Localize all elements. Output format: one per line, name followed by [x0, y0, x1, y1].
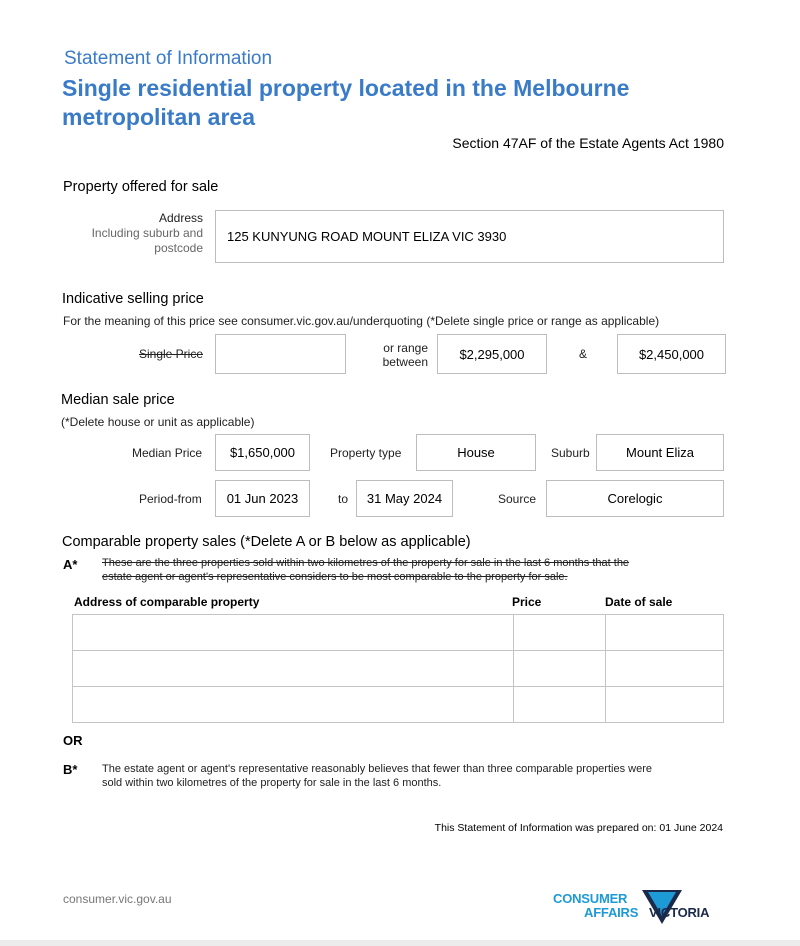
- address-value: 125 KUNYUNG ROAD MOUNT ELIZA VIC 3930: [227, 229, 507, 244]
- period-from-field[interactable]: [215, 480, 310, 517]
- option-a-text-line1: These are the three properties sold within two kilometres of the property for sale in the last 6 months that the: [102, 557, 630, 569]
- median-heading: Median sale price: [61, 392, 175, 408]
- comparable-date-cell[interactable]: [606, 651, 724, 687]
- comparable-address-cell[interactable]: [73, 651, 514, 687]
- range-low-value: $2,295,000: [459, 346, 525, 362]
- source-field[interactable]: [546, 480, 724, 517]
- median-note: (*Delete house or unit as applicable): [61, 415, 255, 429]
- source-label: Source: [498, 492, 537, 506]
- table-row: [73, 615, 724, 651]
- range-high-value: $2,450,000: [638, 346, 705, 362]
- property-type-field[interactable]: [416, 434, 536, 471]
- col-header-price: Price: [512, 595, 542, 609]
- indicative-heading: Indicative selling price: [62, 291, 204, 307]
- page-bottom-edge: [0, 940, 800, 946]
- property-type-value: House: [457, 445, 495, 460]
- comparable-sales-table: [72, 614, 724, 723]
- address-hint-line2: postcode: [154, 241, 203, 255]
- comparable-address-cell[interactable]: [73, 687, 514, 723]
- property-type-label: Property type: [330, 446, 402, 460]
- comparable-heading: Comparable property sales (*Delete A or B below as applicable): [62, 534, 471, 550]
- median-price-field[interactable]: [215, 434, 310, 471]
- range-label-line2: between: [382, 355, 428, 369]
- option-b-text-line1: The estate agent or agent's representative reasonably believes that fewer than three comparable properties were: [102, 763, 652, 775]
- single-price-label: Single Price: [138, 347, 203, 361]
- document-title-line2: metropolitan area: [62, 104, 255, 130]
- address-hint-line1: Including suburb and: [91, 226, 203, 240]
- document-subtitle: Statement of Information: [64, 48, 273, 69]
- source-value: Corelogic: [607, 491, 663, 506]
- option-a-marker: A*: [63, 557, 78, 572]
- median-price-label: Median Price: [132, 446, 203, 460]
- comparable-price-cell[interactable]: [514, 687, 606, 723]
- comparable-price-cell[interactable]: [514, 651, 606, 687]
- section-reference: Section 47AF of the Estate Agents Act 1980: [452, 135, 724, 151]
- table-row: [73, 687, 724, 723]
- property-heading: Property offered for sale: [63, 179, 219, 195]
- period-from-label: Period-from: [139, 492, 202, 506]
- option-a-text-line2: estate agent or agent's representative considers to be most comparable to the property for sale.: [102, 571, 568, 583]
- suburb-value: Mount Eliza: [626, 445, 694, 460]
- suburb-field[interactable]: [596, 434, 724, 471]
- comparable-price-cell[interactable]: [514, 615, 606, 651]
- logo-victoria-text: VICTORIA: [649, 905, 710, 920]
- footer-url[interactable]: consumer.vic.gov.au: [63, 892, 172, 906]
- col-header-date: Date of sale: [605, 595, 673, 609]
- range-separator: &: [579, 347, 588, 361]
- comparable-date-cell[interactable]: [606, 615, 724, 651]
- period-to-value: 31 May 2024: [366, 491, 443, 506]
- range-high-field[interactable]: [617, 334, 726, 374]
- comparable-address-cell[interactable]: [73, 615, 514, 651]
- period-from-value: 01 Jun 2023: [226, 491, 299, 506]
- option-b-text-line2: sold within two kilometres of the property for sale in the last 6 months.: [102, 777, 442, 789]
- consumer-affairs-victoria-logo: [553, 888, 728, 928]
- address-label: Address: [158, 211, 203, 225]
- range-low-field[interactable]: [437, 334, 547, 374]
- option-b-marker: B*: [63, 762, 78, 777]
- col-header-address: Address of comparable property: [74, 595, 260, 609]
- logo-affairs-text: AFFAIRS: [584, 905, 639, 920]
- prepared-date-statement: This Statement of Information was prepared on: 01 June 2024: [434, 822, 723, 834]
- logo-consumer-text: CONSUMER: [553, 891, 628, 906]
- indicative-note: For the meaning of this price see consumer.vic.gov.au/underquoting (*Delete single price or range as applicable): [63, 314, 660, 328]
- comparable-date-cell[interactable]: [606, 687, 724, 723]
- single-price-field[interactable]: [215, 334, 346, 374]
- to-label: to: [338, 492, 349, 506]
- address-field[interactable]: [215, 210, 724, 263]
- median-price-value: $1,650,000: [229, 445, 296, 460]
- period-to-field[interactable]: [356, 480, 453, 517]
- or-label: OR: [63, 733, 83, 748]
- table-row: [73, 651, 724, 687]
- range-label-line1: or range: [383, 341, 428, 355]
- suburb-label: Suburb: [551, 446, 590, 460]
- document-title-line1: Single residential property located in the Melbourne: [62, 75, 630, 101]
